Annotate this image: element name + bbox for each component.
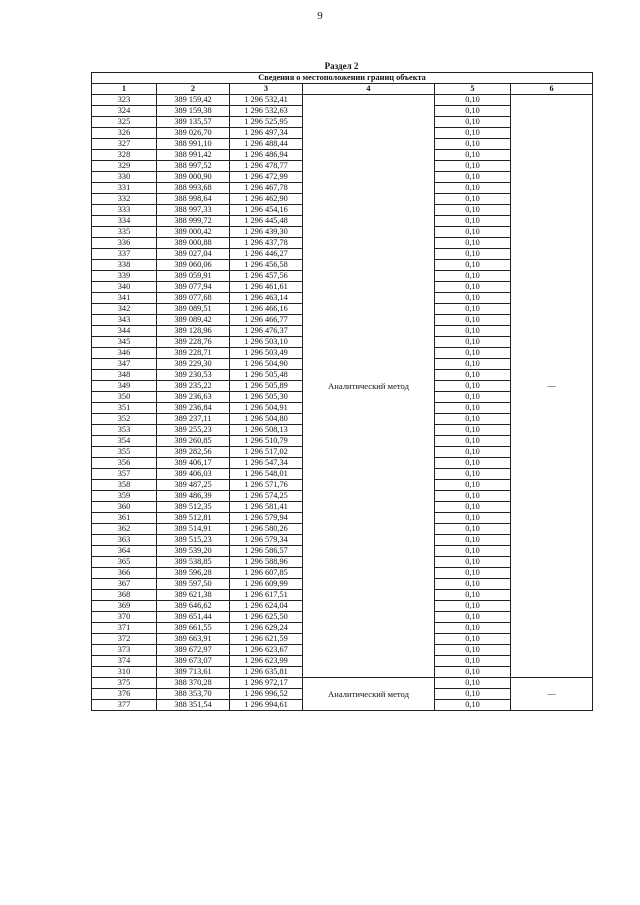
y-coordinate-cell: 1 296 505,30: [230, 392, 303, 403]
x-coordinate-cell: 389 236,63: [157, 392, 230, 403]
accuracy-cell: 0,10: [435, 579, 511, 590]
y-coordinate-cell: 1 296 607,85: [230, 568, 303, 579]
x-coordinate-cell: 389 236,84: [157, 403, 230, 414]
y-coordinate-cell: 1 296 439,30: [230, 227, 303, 238]
accuracy-cell: 0,10: [435, 469, 511, 480]
y-coordinate-cell: 1 296 579,94: [230, 513, 303, 524]
accuracy-cell: 0,10: [435, 458, 511, 469]
accuracy-cell: 0,10: [435, 392, 511, 403]
x-coordinate-cell: 389 237,11: [157, 414, 230, 425]
point-number-cell: 345: [92, 337, 157, 348]
x-coordinate-cell: 388 991,42: [157, 150, 230, 161]
point-number-cell: 337: [92, 249, 157, 260]
x-coordinate-cell: 388 997,33: [157, 205, 230, 216]
method-cell: Аналитический метод: [303, 678, 435, 711]
x-coordinate-cell: 389 514,91: [157, 524, 230, 535]
y-coordinate-cell: 1 296 504,91: [230, 403, 303, 414]
table-row: [92, 678, 593, 689]
point-number-cell: 352: [92, 414, 157, 425]
column-number: 2: [157, 84, 230, 95]
accuracy-cell: 0,10: [435, 370, 511, 381]
point-number-cell: 369: [92, 601, 157, 612]
accuracy-cell: 0,10: [435, 557, 511, 568]
y-coordinate-cell: 1 296 994,61: [230, 700, 303, 711]
x-coordinate-cell: 389 235,22: [157, 381, 230, 392]
x-coordinate-cell: 389 060,06: [157, 260, 230, 271]
y-coordinate-cell: 1 296 571,76: [230, 480, 303, 491]
y-coordinate-cell: 1 296 635,81: [230, 667, 303, 678]
column-number: 6: [511, 84, 593, 95]
accuracy-cell: 0,10: [435, 645, 511, 656]
y-coordinate-cell: 1 296 532,41: [230, 95, 303, 106]
point-number-cell: 325: [92, 117, 157, 128]
accuracy-cell: 0,10: [435, 590, 511, 601]
point-number-cell: 366: [92, 568, 157, 579]
point-number-cell: 360: [92, 502, 157, 513]
accuracy-cell: 0,10: [435, 117, 511, 128]
point-number-cell: 364: [92, 546, 157, 557]
x-coordinate-cell: 389 406,03: [157, 469, 230, 480]
x-coordinate-cell: 388 351,54: [157, 700, 230, 711]
x-coordinate-cell: 389 255,23: [157, 425, 230, 436]
accuracy-cell: 0,10: [435, 194, 511, 205]
accuracy-cell: 0,10: [435, 502, 511, 513]
accuracy-cell: 0,10: [435, 161, 511, 172]
accuracy-cell: 0,10: [435, 612, 511, 623]
point-number-cell: 354: [92, 436, 157, 447]
accuracy-cell: 0,10: [435, 480, 511, 491]
point-number-cell: 328: [92, 150, 157, 161]
method-cell: Аналитический метод: [303, 95, 435, 678]
point-number-cell: 358: [92, 480, 157, 491]
y-coordinate-cell: 1 296 486,94: [230, 150, 303, 161]
x-coordinate-cell: 389 621,38: [157, 590, 230, 601]
column-number: 3: [230, 84, 303, 95]
accuracy-cell: 0,10: [435, 249, 511, 260]
y-coordinate-cell: 1 296 462,90: [230, 194, 303, 205]
accuracy-cell: 0,10: [435, 381, 511, 392]
x-coordinate-cell: 388 991,10: [157, 139, 230, 150]
x-coordinate-cell: 389 135,57: [157, 117, 230, 128]
y-coordinate-cell: 1 296 623,67: [230, 645, 303, 656]
y-coordinate-cell: 1 296 467,78: [230, 183, 303, 194]
y-coordinate-cell: 1 296 505,89: [230, 381, 303, 392]
accuracy-cell: 0,10: [435, 106, 511, 117]
x-coordinate-cell: 389 089,42: [157, 315, 230, 326]
x-coordinate-cell: 389 000,90: [157, 172, 230, 183]
accuracy-cell: 0,10: [435, 667, 511, 678]
accuracy-cell: 0,10: [435, 128, 511, 139]
accuracy-cell: 0,10: [435, 546, 511, 557]
point-number-cell: 359: [92, 491, 157, 502]
accuracy-cell: 0,10: [435, 425, 511, 436]
accuracy-cell: 0,10: [435, 348, 511, 359]
point-number-cell: 362: [92, 524, 157, 535]
y-coordinate-cell: 1 296 625,50: [230, 612, 303, 623]
section-title: Раздел 2: [324, 61, 359, 71]
y-coordinate-cell: 1 296 466,16: [230, 304, 303, 315]
x-coordinate-cell: 389 159,38: [157, 106, 230, 117]
point-number-cell: 343: [92, 315, 157, 326]
coordinates-table: [91, 72, 593, 711]
point-number-cell: 324: [92, 106, 157, 117]
accuracy-cell: 0,10: [435, 359, 511, 370]
y-coordinate-cell: 1 296 503,49: [230, 348, 303, 359]
x-coordinate-cell: 389 661,55: [157, 623, 230, 634]
accuracy-cell: 0,10: [435, 95, 511, 106]
accuracy-cell: 0,10: [435, 260, 511, 271]
table-caption-row: [92, 73, 593, 84]
y-coordinate-cell: 1 296 996,52: [230, 689, 303, 700]
y-coordinate-cell: 1 296 456,58: [230, 260, 303, 271]
point-number-cell: 370: [92, 612, 157, 623]
point-number-cell: 329: [92, 161, 157, 172]
accuracy-cell: 0,10: [435, 447, 511, 458]
y-coordinate-cell: 1 296 617,51: [230, 590, 303, 601]
y-coordinate-cell: 1 296 574,25: [230, 491, 303, 502]
x-coordinate-cell: 389 230,53: [157, 370, 230, 381]
accuracy-cell: 0,10: [435, 227, 511, 238]
description-cell: —: [511, 95, 593, 678]
y-coordinate-cell: 1 296 972,17: [230, 678, 303, 689]
accuracy-cell: 0,10: [435, 491, 511, 502]
point-number-cell: 371: [92, 623, 157, 634]
y-coordinate-cell: 1 296 588,96: [230, 557, 303, 568]
point-number-cell: 310: [92, 667, 157, 678]
y-coordinate-cell: 1 296 586,57: [230, 546, 303, 557]
y-coordinate-cell: 1 296 547,34: [230, 458, 303, 469]
accuracy-cell: 0,10: [435, 139, 511, 150]
x-coordinate-cell: 389 512,35: [157, 502, 230, 513]
x-coordinate-cell: 389 651,44: [157, 612, 230, 623]
x-coordinate-cell: 389 539,20: [157, 546, 230, 557]
point-number-cell: 361: [92, 513, 157, 524]
accuracy-cell: 0,10: [435, 304, 511, 315]
point-number-cell: 375: [92, 678, 157, 689]
x-coordinate-cell: 388 353,70: [157, 689, 230, 700]
y-coordinate-cell: 1 296 517,02: [230, 447, 303, 458]
y-coordinate-cell: 1 296 624,04: [230, 601, 303, 612]
x-coordinate-cell: 389 077,94: [157, 282, 230, 293]
table-row: [92, 95, 593, 106]
column-number: 4: [303, 84, 435, 95]
y-coordinate-cell: 1 296 454,16: [230, 205, 303, 216]
description-cell: —: [511, 678, 593, 711]
y-coordinate-cell: 1 296 623,99: [230, 656, 303, 667]
x-coordinate-cell: 389 596,28: [157, 568, 230, 579]
point-number-cell: 376: [92, 689, 157, 700]
point-number-cell: 334: [92, 216, 157, 227]
x-coordinate-cell: 389 512,81: [157, 513, 230, 524]
y-coordinate-cell: 1 296 621,59: [230, 634, 303, 645]
y-coordinate-cell: 1 296 532,63: [230, 106, 303, 117]
point-number-cell: 373: [92, 645, 157, 656]
point-number-cell: 341: [92, 293, 157, 304]
accuracy-cell: 0,10: [435, 535, 511, 546]
table-caption: Сведения о местоположении границ объекта: [92, 73, 593, 84]
y-coordinate-cell: 1 296 609,99: [230, 579, 303, 590]
point-number-cell: 377: [92, 700, 157, 711]
x-coordinate-cell: 389 673,07: [157, 656, 230, 667]
point-number-cell: 372: [92, 634, 157, 645]
point-number-cell: 368: [92, 590, 157, 601]
accuracy-cell: 0,10: [435, 337, 511, 348]
x-coordinate-cell: 389 229,30: [157, 359, 230, 370]
accuracy-cell: 0,10: [435, 216, 511, 227]
accuracy-cell: 0,10: [435, 150, 511, 161]
point-number-cell: 332: [92, 194, 157, 205]
x-coordinate-cell: 389 515,23: [157, 535, 230, 546]
accuracy-cell: 0,10: [435, 700, 511, 711]
accuracy-cell: 0,10: [435, 436, 511, 447]
accuracy-cell: 0,10: [435, 172, 511, 183]
point-number-cell: 338: [92, 260, 157, 271]
x-coordinate-cell: 389 663,91: [157, 634, 230, 645]
accuracy-cell: 0,10: [435, 414, 511, 425]
accuracy-cell: 0,10: [435, 524, 511, 535]
x-coordinate-cell: 389 713,61: [157, 667, 230, 678]
point-number-cell: 339: [92, 271, 157, 282]
point-number-cell: 349: [92, 381, 157, 392]
y-coordinate-cell: 1 296 510,79: [230, 436, 303, 447]
y-coordinate-cell: 1 296 508,13: [230, 425, 303, 436]
accuracy-cell: 0,10: [435, 238, 511, 249]
y-coordinate-cell: 1 296 461,61: [230, 282, 303, 293]
y-coordinate-cell: 1 296 548,01: [230, 469, 303, 480]
x-coordinate-cell: 389 228,71: [157, 348, 230, 359]
y-coordinate-cell: 1 296 497,34: [230, 128, 303, 139]
accuracy-cell: 0,10: [435, 271, 511, 282]
point-number-cell: 340: [92, 282, 157, 293]
x-coordinate-cell: 388 993,68: [157, 183, 230, 194]
x-coordinate-cell: 389 597,50: [157, 579, 230, 590]
page-number: 9: [317, 10, 323, 22]
x-coordinate-cell: 388 370,28: [157, 678, 230, 689]
y-coordinate-cell: 1 296 488,44: [230, 139, 303, 150]
accuracy-cell: 0,10: [435, 282, 511, 293]
point-number-cell: 348: [92, 370, 157, 381]
accuracy-cell: 0,10: [435, 326, 511, 337]
y-coordinate-cell: 1 296 581,41: [230, 502, 303, 513]
x-coordinate-cell: 388 998,64: [157, 194, 230, 205]
y-coordinate-cell: 1 296 476,37: [230, 326, 303, 337]
y-coordinate-cell: 1 296 437,78: [230, 238, 303, 249]
y-coordinate-cell: 1 296 446,27: [230, 249, 303, 260]
point-number-cell: 331: [92, 183, 157, 194]
x-coordinate-cell: 389 077,68: [157, 293, 230, 304]
accuracy-cell: 0,10: [435, 634, 511, 645]
accuracy-cell: 0,10: [435, 205, 511, 216]
y-coordinate-cell: 1 296 478,77: [230, 161, 303, 172]
point-number-cell: 323: [92, 95, 157, 106]
y-coordinate-cell: 1 296 504,80: [230, 414, 303, 425]
x-coordinate-cell: 389 228,76: [157, 337, 230, 348]
x-coordinate-cell: 389 487,25: [157, 480, 230, 491]
x-coordinate-cell: 389 260,85: [157, 436, 230, 447]
y-coordinate-cell: 1 296 505,48: [230, 370, 303, 381]
x-coordinate-cell: 388 997,52: [157, 161, 230, 172]
accuracy-cell: 0,10: [435, 513, 511, 524]
point-number-cell: 327: [92, 139, 157, 150]
y-coordinate-cell: 1 296 472,99: [230, 172, 303, 183]
point-number-cell: 344: [92, 326, 157, 337]
point-number-cell: 365: [92, 557, 157, 568]
point-number-cell: 350: [92, 392, 157, 403]
x-coordinate-cell: 389 406,17: [157, 458, 230, 469]
x-coordinate-cell: 389 159,42: [157, 95, 230, 106]
column-number: 1: [92, 84, 157, 95]
column-number-row: [92, 84, 593, 95]
y-coordinate-cell: 1 296 579,34: [230, 535, 303, 546]
y-coordinate-cell: 1 296 504,90: [230, 359, 303, 370]
x-coordinate-cell: 389 000,88: [157, 238, 230, 249]
point-number-cell: 356: [92, 458, 157, 469]
y-coordinate-cell: 1 296 445,48: [230, 216, 303, 227]
y-coordinate-cell: 1 296 525,95: [230, 117, 303, 128]
accuracy-cell: 0,10: [435, 689, 511, 700]
x-coordinate-cell: 389 646,62: [157, 601, 230, 612]
x-coordinate-cell: 389 538,85: [157, 557, 230, 568]
point-number-cell: 336: [92, 238, 157, 249]
point-number-cell: 333: [92, 205, 157, 216]
point-number-cell: 346: [92, 348, 157, 359]
x-coordinate-cell: 389 000,42: [157, 227, 230, 238]
y-coordinate-cell: 1 296 463,14: [230, 293, 303, 304]
x-coordinate-cell: 389 672,97: [157, 645, 230, 656]
x-coordinate-cell: 389 089,51: [157, 304, 230, 315]
point-number-cell: 353: [92, 425, 157, 436]
point-number-cell: 330: [92, 172, 157, 183]
y-coordinate-cell: 1 296 466,77: [230, 315, 303, 326]
point-number-cell: 374: [92, 656, 157, 667]
x-coordinate-cell: 388 999,72: [157, 216, 230, 227]
point-number-cell: 367: [92, 579, 157, 590]
column-number: 5: [435, 84, 511, 95]
point-number-cell: 335: [92, 227, 157, 238]
y-coordinate-cell: 1 296 457,56: [230, 271, 303, 282]
x-coordinate-cell: 389 027,04: [157, 249, 230, 260]
point-number-cell: 363: [92, 535, 157, 546]
accuracy-cell: 0,10: [435, 183, 511, 194]
x-coordinate-cell: 389 282,56: [157, 447, 230, 458]
point-number-cell: 357: [92, 469, 157, 480]
point-number-cell: 351: [92, 403, 157, 414]
accuracy-cell: 0,10: [435, 403, 511, 414]
accuracy-cell: 0,10: [435, 623, 511, 634]
point-number-cell: 347: [92, 359, 157, 370]
accuracy-cell: 0,10: [435, 601, 511, 612]
accuracy-cell: 0,10: [435, 293, 511, 304]
accuracy-cell: 0,10: [435, 656, 511, 667]
y-coordinate-cell: 1 296 580,26: [230, 524, 303, 535]
x-coordinate-cell: 389 486,39: [157, 491, 230, 502]
point-number-cell: 326: [92, 128, 157, 139]
point-number-cell: 342: [92, 304, 157, 315]
y-coordinate-cell: 1 296 629,24: [230, 623, 303, 634]
accuracy-cell: 0,10: [435, 315, 511, 326]
accuracy-cell: 0,10: [435, 678, 511, 689]
x-coordinate-cell: 389 128,96: [157, 326, 230, 337]
x-coordinate-cell: 389 059,91: [157, 271, 230, 282]
point-number-cell: 355: [92, 447, 157, 458]
y-coordinate-cell: 1 296 503,10: [230, 337, 303, 348]
accuracy-cell: 0,10: [435, 568, 511, 579]
x-coordinate-cell: 389 026,70: [157, 128, 230, 139]
